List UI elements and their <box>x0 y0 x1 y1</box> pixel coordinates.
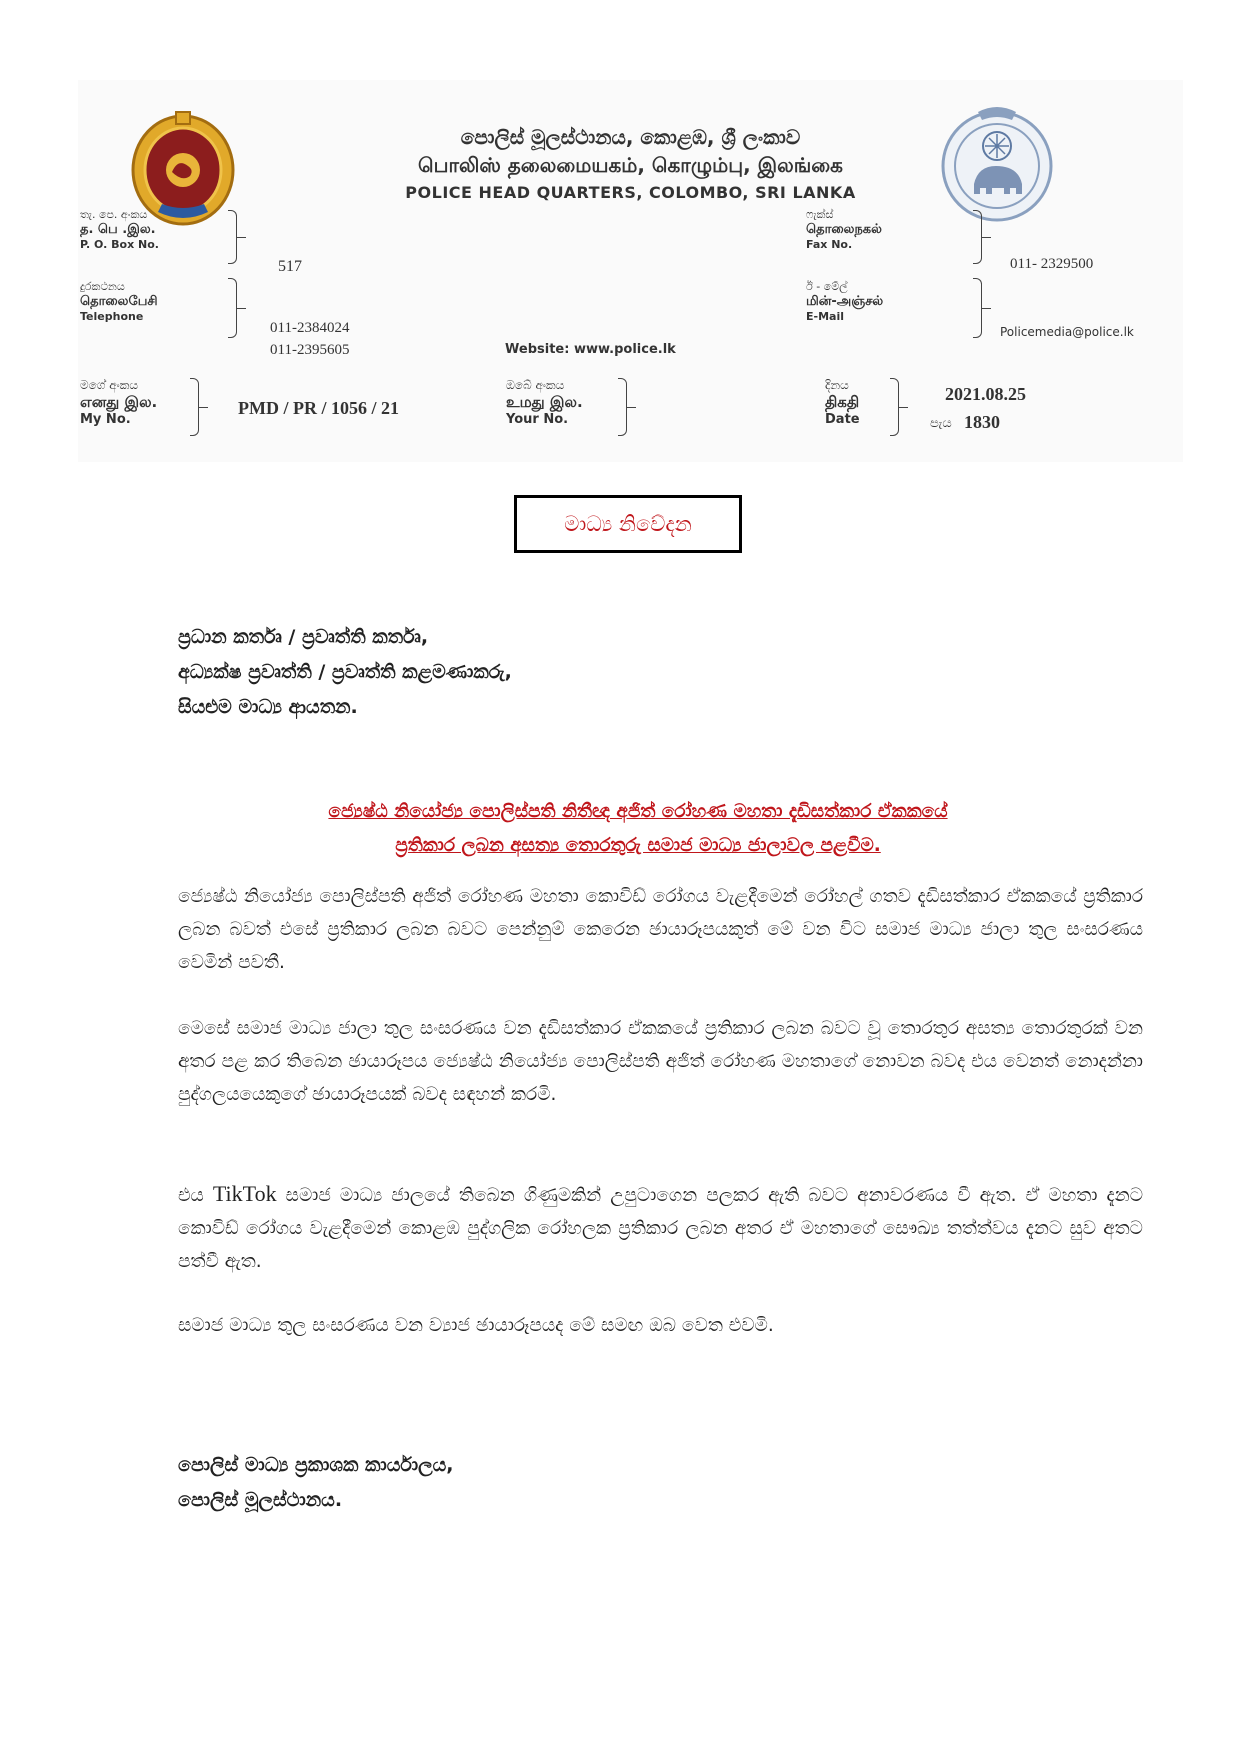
date-value: 2021.08.25 <box>945 384 1026 404</box>
time-value: 1830 <box>964 412 1000 432</box>
email-brace <box>973 278 982 338</box>
subject-line: ජ්‍යෙෂ්ඨ නියෝජ්‍ය පොලිස්පති නිතීඥ අජිත් රෝහණ මහතා දැඩිසත්කාර ඒකකයේ <box>328 801 948 822</box>
body-paragraph-3 <box>178 1177 1143 1278</box>
my-no-brace <box>190 378 199 436</box>
paragraph-3-rest: සමාජ මාධ්‍ය ජාලයේ තිබෙන ගිණුමකින් උපුටාගෙන පලකර ඇති බවට අනාවරණය වී ඇත. ඒ මහතා දැනට කොවිඩ් රෝගය වැළදීමෙන් කොළඹ පුද්ගලික රෝහලක ප්‍රතිකාර ලබන අතර ඒ මහතාගේ සෞඛ්‍ය තත්ත්වය දැනට සුව අතට පත්වී ඇත. <box>178 1185 1143 1272</box>
signoff-block <box>178 1448 454 1518</box>
pobox-brace <box>228 210 237 264</box>
date-label: දිනය திகதி Date <box>825 378 860 427</box>
email-label: ඊ - මේල් மின்-அஞ்சல் E-Mail <box>806 280 884 323</box>
tiktok-mention: TikTok <box>212 1181 277 1206</box>
addressee-line: ප්‍රධාන කර්තෘ / ප්‍රවෘත්ති කර්තෘ, <box>178 626 429 648</box>
telephone-value-2: 011-2395605 <box>270 342 350 358</box>
pobox-value: 517 <box>278 258 302 275</box>
body-paragraph-1: ජ්‍යෙෂ්ඨ නියෝජ්‍ය පොලිස්පති අජිත් රෝහණ මහතා කොවිඩ් රෝගය වැළදීමෙන් රෝහල් ගතව දැඩිසත්කාර ඒකකයේ ප්‍රතිකාර ලබන බවත් එසේ ප්‍රතිකාර ලබන බවට පෙන්නුම් කෙරෙන ඡායාරූපයකුත් මේ වන විට සමාජ මාධ්‍ය ජාලා තුල සංසරණය වෙමින් පවතී. <box>178 886 1143 973</box>
media-release-title: මාධ්‍ය නිවේදන <box>514 495 742 553</box>
body-paragraph-4: සමාජ මාධ්‍ය තුල සංසරණය වන ව්‍යාජ ඡායාරූපයද මේ සමඟ ඔබ වෙත එවමි. <box>178 1315 774 1336</box>
your-no-brace <box>618 378 627 436</box>
date-brace <box>890 378 899 436</box>
org-name-tamil: பொலிஸ் தலைமையகம், கொழும்பு, இலங்கை <box>418 153 843 177</box>
signoff-line: පොලිස් මූලස්ථානය. <box>178 1489 343 1511</box>
my-no-label: මගේ අංකය எனது இல. My No. <box>80 378 158 427</box>
telephone-brace <box>228 278 237 338</box>
your-no-label: ඔබේ අංකය உமது இல. Your No. <box>506 378 583 427</box>
addressee-block <box>178 620 512 725</box>
subject-line: ප්‍රතිකාර ලබන අසත්‍ය තොරතුරු සමාජ මාධ්‍ය ජාලාවල පළවීම. <box>395 835 881 856</box>
addressee-line: සියළුම මාධ්‍ය ආයතන. <box>178 696 358 718</box>
pobox-label: තැ. පෙ. අංකය த. பெ .இல. P. O. Box No. <box>80 208 159 251</box>
paragraph-3-start: එය <box>178 1185 204 1206</box>
body-paragraph-2: මෙසේ සමාජ මාධ්‍ය ජාලා තුල සංසරණය වන දැඩිසත්කාර ඒකකයේ ප්‍රතිකාර ලබන බවට වූ තොරතුර අසත්‍ය තොරතුරක් වන අතර පළ කර තිබෙන ඡායාරූපය ජ්‍යෙෂ්ඨ නියෝජ්‍ය පොලිස්පති අජිත් රෝහණ මහතාගේ නොවන බවද එය වෙනත් නොදන්නා පුද්ගලයයෙකුගේ ඡායාරූපයක් බවද සඳහන් කරමි. <box>178 1018 1143 1105</box>
addressee-line: අධ්‍යක්ෂ ප්‍රවෘත්ති / ප්‍රවෘත්ති කළමණාකරු, <box>178 661 512 683</box>
letterhead <box>78 80 1183 462</box>
email-value[interactable]: Policemedia@police.lk <box>1000 325 1134 339</box>
org-name-sinhala: පොලිස් මූලස්ථානය, කොළඹ, ශ්‍රී ලංකාව <box>460 125 801 149</box>
fax-brace <box>973 210 982 264</box>
website-link[interactable]: Website: www.police.lk <box>505 342 676 357</box>
signoff-line: පොලිස් මාධ්‍ය ප්‍රකාශක කාර්යාලය, <box>178 1454 454 1476</box>
org-name-english: POLICE HEAD QUARTERS, COLOMBO, SRI LANKA <box>405 183 856 202</box>
telephone-label: දුරකථනය தொலைபேசி Telephone <box>80 280 158 323</box>
telephone-value-1: 011-2384024 <box>270 320 350 336</box>
fax-value: 011- 2329500 <box>1010 256 1094 272</box>
fax-label: ෆැක්ස් தொலைநகல் Fax No. <box>806 208 882 251</box>
time-label: පැය <box>930 416 952 431</box>
my-no-value: PMD / PR / 1056 / 21 <box>238 398 399 418</box>
subject-heading <box>178 795 1098 863</box>
